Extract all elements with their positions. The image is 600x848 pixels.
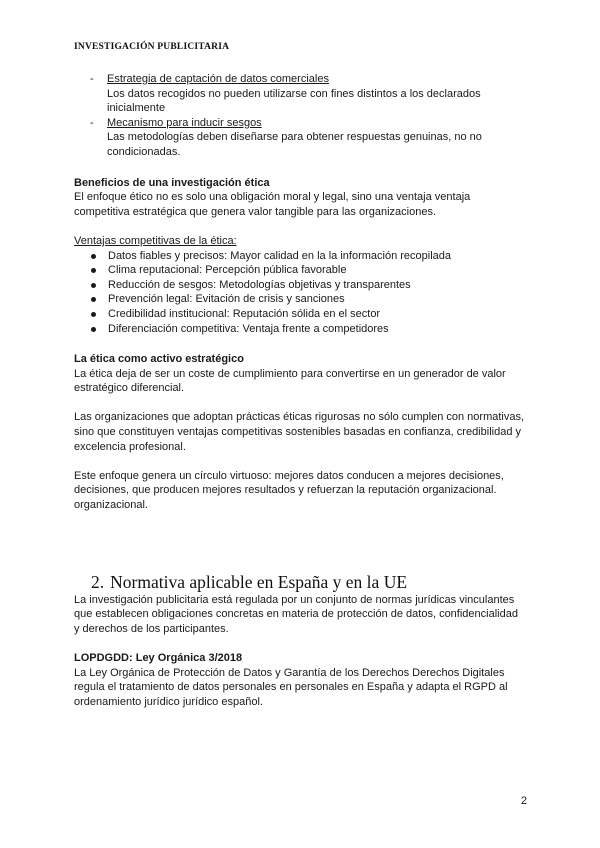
text-line: que establecen obligaciones concretas en materia de protección de datos, confidencialidad	[74, 608, 518, 621]
page-content	[74, 72, 529, 709]
text-line: Este enfoque genera un círculo virtuoso: mejores datos conducen a mejores decisiones,	[74, 469, 504, 482]
list-item-text: Diferenciación competitiva: Ventaja frente a competidores	[108, 322, 389, 335]
list-item-text: Prevención legal: Evitación de crisis y sanciones	[108, 293, 345, 306]
text-line: El enfoque ético no es solo una obligación moral y legal, sino una ventaja ventaja	[74, 191, 471, 204]
page-header: INVESTIGACIÓN PUBLICITARIA	[74, 42, 230, 52]
list-item-text: Credibilidad institucional: Reputación sólida en el sector	[108, 307, 381, 320]
dash-marker: -	[90, 116, 94, 129]
dash-item-desc-line: condicionadas.	[107, 145, 181, 158]
text-line: competitiva estratégica que genera valor tangible para las organizaciones.	[74, 205, 436, 218]
text-line: organizacional.	[74, 499, 148, 512]
text-line: La ética deja de ser un coste de cumplimiento para convertirse en un generador de valor	[74, 367, 506, 380]
section-number: 2.	[91, 571, 105, 592]
text-line: La investigación publicitaria está regulada por un conjunto de normas jurídicas vinculantes	[74, 593, 515, 606]
strategic-paragraph	[74, 469, 529, 513]
list-item-text: Clima reputacional: Percepción pública favorable	[108, 264, 347, 277]
bullet-icon	[91, 283, 96, 288]
text-line: Las organizaciones que adoptan prácticas éticas rigurosas no sólo cumplen con normativas,	[74, 411, 525, 424]
dash-item	[74, 116, 529, 160]
dash-item	[74, 72, 529, 116]
text-line: estratégico diferencial.	[74, 382, 185, 395]
bullet-icon	[91, 327, 96, 332]
dash-marker: -	[90, 73, 94, 85]
text-line: excelencia profesional.	[74, 440, 186, 453]
strategic-paragraph	[74, 367, 529, 396]
text-line: y derechos de los participantes.	[74, 622, 229, 635]
list-item-text: Datos fiables y precisos: Mayor calidad en la la información recopilada	[108, 249, 452, 262]
benefits-title: Beneficios de una investigación ética	[74, 176, 270, 189]
strategic-paragraph	[74, 410, 529, 454]
lopdgdd-title: LOPDGDD: Ley Orgánica 3/2018	[74, 652, 243, 664]
benefits-paragraph	[74, 190, 529, 219]
list-item	[74, 322, 529, 337]
text-line: sino que constituyen ventajas competitivas sostenibles basadas en confianza, credibilidad y	[74, 426, 521, 439]
advantages-label: Ventajas competitivas de la ética:	[74, 234, 237, 247]
advantages-list	[74, 249, 529, 337]
text-line: regula el tratamiento de datos personales en personales en España y adapta el RGPD al	[74, 681, 508, 694]
list-item	[74, 292, 529, 307]
dash-list	[74, 72, 529, 160]
section-title: Normativa aplicable en España y en la UE	[110, 571, 408, 592]
text-line: decisiones, que producen mejores resultados y refuerzan la reputación organizacional.	[74, 484, 497, 497]
dash-item-desc-line: inicialmente	[107, 102, 166, 115]
list-item	[74, 249, 529, 264]
dash-item-title: Estrategia de captación de datos comerciales	[107, 73, 329, 85]
lopdgdd-paragraph	[74, 666, 529, 710]
dash-item-desc-line: Las metodologías deben diseñarse para obtener respuestas genuinas, no no	[107, 131, 482, 144]
bullet-icon	[91, 312, 96, 317]
dash-item-desc-line: Los datos recogidos no pueden utilizarse con fines distintos a los declarados	[107, 87, 481, 100]
text-line: ordenamiento jurídico jurídico español.	[74, 695, 263, 708]
list-item-text: Reducción de sesgos: Metodologías objetivas y transparentes	[108, 278, 411, 291]
page-number: 2	[520, 795, 527, 807]
list-item	[74, 307, 529, 322]
section-heading	[91, 571, 529, 593]
bullet-icon	[91, 254, 96, 259]
list-item	[74, 263, 529, 278]
text-line: La Ley Orgánica de Protección de Datos y Garantía de los Derechos Derechos Digitales	[74, 666, 505, 679]
list-item	[74, 278, 529, 293]
section-intro	[74, 593, 529, 637]
bullet-icon	[91, 268, 96, 273]
dash-item-title: Mecanismo para inducir sesgos	[107, 116, 262, 129]
bullet-icon	[91, 297, 96, 302]
strategic-title: La ética como activo estratégico	[74, 353, 244, 366]
